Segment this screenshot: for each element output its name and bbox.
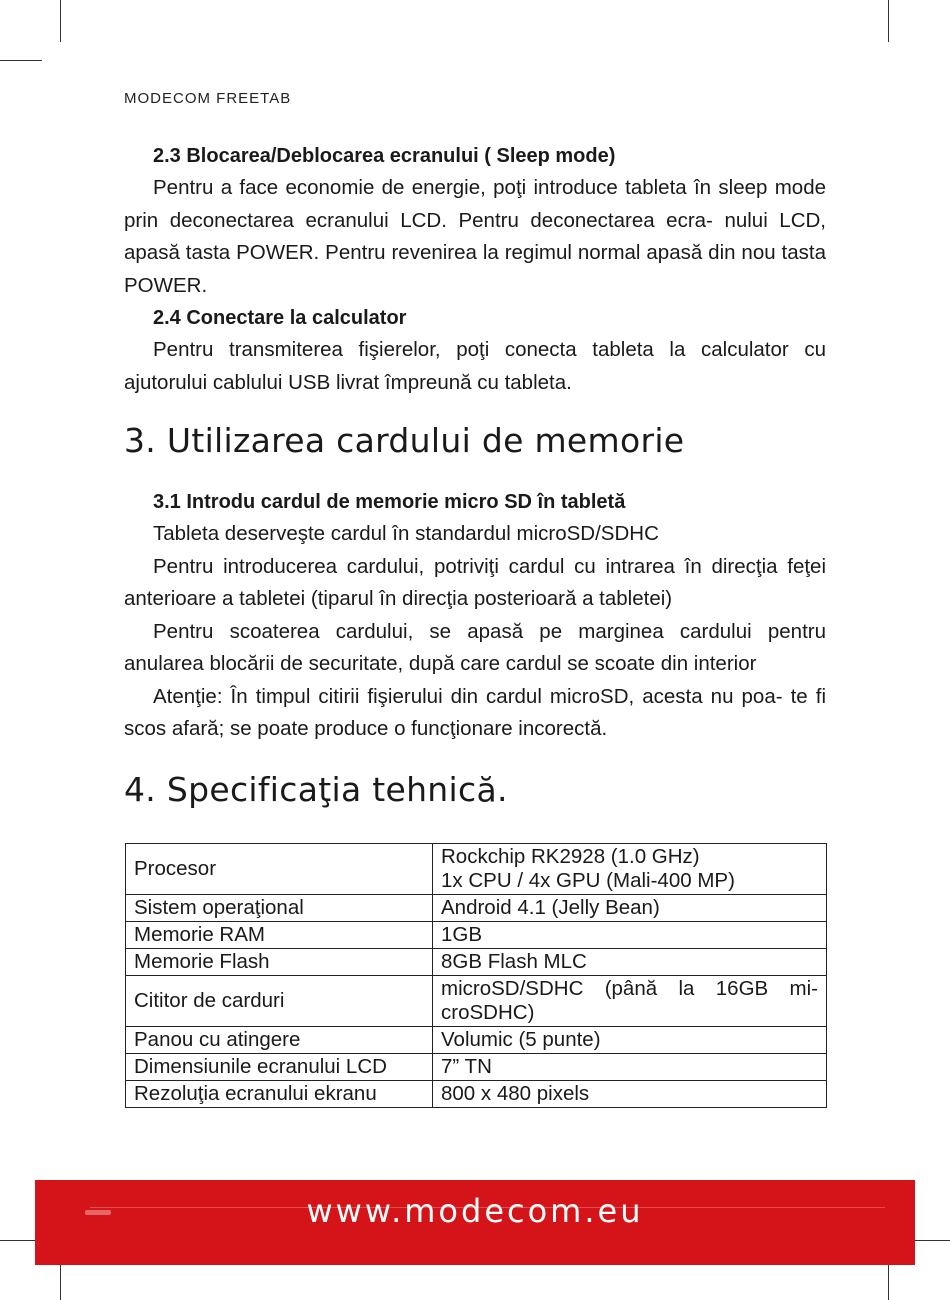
paragraph: Tableta deserveşte cardul în standardul microSD/SDHC [153, 522, 659, 545]
crop-mark [888, 0, 889, 42]
text-line: Pentru scoaterea cardului, se apasă pe marginea cardului pentru [153, 619, 826, 643]
footer-banner [35, 1180, 915, 1265]
table-row [126, 1081, 827, 1108]
paragraph [124, 334, 826, 399]
table-row [126, 844, 827, 895]
table-row [126, 895, 827, 922]
spec-value: 8GB Flash MLC [433, 949, 827, 976]
paragraph [124, 551, 826, 616]
spec-key: Procesor [126, 844, 433, 895]
spec-value-line: microSD/SDHC (până la 16GB mi- [441, 977, 818, 1000]
chapter-title: 3. Utilizarea cardului de memorie [124, 421, 685, 460]
spec-value [433, 844, 827, 895]
page-content [124, 140, 826, 809]
table-row [126, 922, 827, 949]
spec-value [433, 976, 827, 1027]
text-line: Pentru a face economie de energie, poţi introduce tableta în sleep [153, 176, 768, 199]
spec-key: Rezoluţia ecranului ekranu [126, 1081, 433, 1108]
spec-key: Sistem operaţional [126, 895, 433, 922]
spec-value-line: Rockchip RK2928 (1.0 GHz) [441, 845, 700, 868]
section-heading: 2.3 Blocarea/Deblocarea ecranului ( Sleep mode) [153, 145, 616, 167]
chapter-title: 4. Specificaţia tehnică. [124, 769, 508, 809]
spec-value: Volumic (5 punte) [433, 1027, 827, 1054]
spec-key: Dimensiunile ecranului LCD [126, 1054, 433, 1081]
spec-value: 7” TN [433, 1054, 827, 1081]
spec-value: 1GB [433, 922, 827, 949]
spec-key: Memorie RAM [126, 922, 433, 949]
text-line: apasă din nou tasta POWER. [124, 241, 826, 297]
table-row [126, 976, 827, 1027]
spec-value: 800 x 480 pixels [433, 1081, 827, 1108]
spec-key: Panou cu atingere [126, 1027, 433, 1054]
text-line: Pentru introducerea cardului, potriviţi cardul cu intrarea în direcţia [153, 554, 778, 578]
page-header: MODECOM FREETAB [124, 90, 292, 107]
website-link[interactable]: www.modecom.eu [306, 1192, 644, 1230]
text-line: anularea blocării de securitate, după care cardul se scoate din interior [124, 652, 757, 675]
paragraph [124, 681, 826, 746]
spec-value-line: 1x CPU / 4x GPU (Mali-400 MP) [441, 869, 735, 892]
spec-value: Android 4.1 (Jelly Bean) [433, 895, 827, 922]
spec-key: Memorie Flash [126, 949, 433, 976]
table-row [126, 1054, 827, 1081]
crop-mark [0, 60, 42, 61]
crop-mark [60, 0, 61, 42]
section-heading: 2.4 Conectare la calculator [153, 307, 407, 329]
section-heading: 3.1 Introdu cardul de memorie micro SD în tabletă [153, 491, 626, 513]
spec-table [125, 843, 827, 1108]
text-line: Atenţie: În timpul citirii fişierului din cardul microSD, acesta nu poa- [153, 684, 783, 708]
text-line: mode prin deconectarea ecranului LCD. Pentru deconectarea ecra- [124, 176, 826, 232]
table-row [126, 949, 827, 976]
text-line: ajutorului cablului USB livrat împreună cu tableta. [124, 370, 572, 394]
text-line: feţei anterioare a tabletei (tiparul în direcţia posterioară a tabletei) [124, 554, 826, 610]
text-line: Pentru transmiterea fişierelor, poţi conecta tableta la calculator cu [153, 338, 826, 361]
text-line: te fi scos afară; se poate produce o funcţionare incorectă. [124, 684, 826, 740]
paragraph [124, 616, 826, 681]
table-row [126, 1027, 827, 1054]
text-line: nului LCD, apasă tasta POWER. Pentru revenirea la regimul normal [124, 208, 826, 264]
paragraph [124, 172, 826, 302]
spec-value-line: croSDHC) [441, 1001, 535, 1024]
spec-key: Cititor de carduri [126, 976, 433, 1027]
